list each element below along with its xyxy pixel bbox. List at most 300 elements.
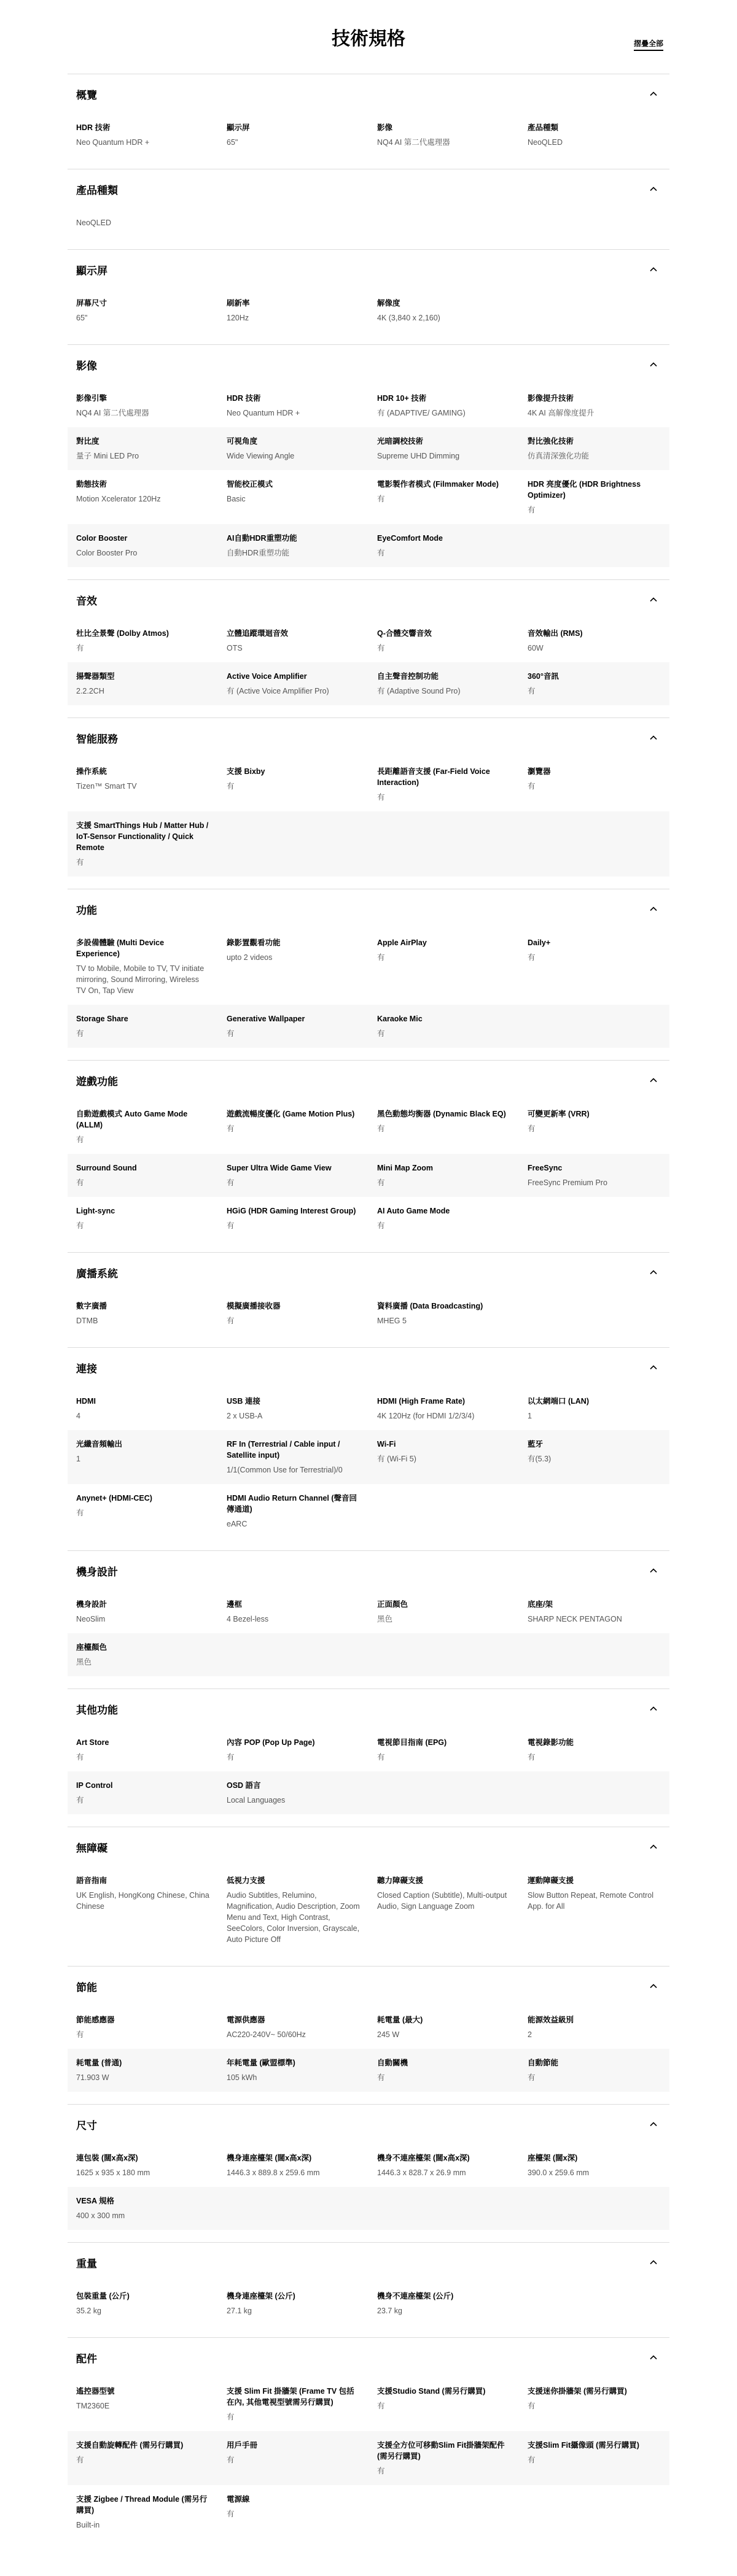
spec-section	[68, 344, 669, 579]
spec-section	[68, 579, 669, 717]
chevron-up-icon[interactable]	[647, 1565, 660, 1577]
spec-row	[68, 1590, 669, 1633]
spec-item	[218, 662, 368, 705]
spec-value: Local Languages	[227, 1796, 286, 1804]
spec-value: 有 (Active Voice Amplifier Pro)	[227, 687, 329, 695]
spec-value: 4	[76, 1412, 80, 1420]
spec-value: 有	[76, 858, 84, 867]
spec-value: Motion Xcelerator 120Hz	[76, 495, 161, 503]
spec-item	[218, 1100, 368, 1154]
chevron-up-icon[interactable]	[647, 1361, 660, 1374]
spec-item	[218, 1430, 368, 1484]
spec-value: 有	[377, 644, 385, 652]
spec-item	[218, 2431, 368, 2485]
spec-label: HDMI Audio Return Channel (聲音回傳通道)	[227, 1494, 357, 1514]
spec-row	[68, 2144, 669, 2187]
spec-value: MHEG 5	[377, 1317, 407, 1325]
spec-label: 座檯顏色	[76, 1643, 107, 1652]
section-body	[68, 1728, 669, 1827]
spec-value: Tizen™ Smart TV	[76, 782, 137, 791]
spec-value: 1	[528, 1412, 532, 1420]
spec-item	[368, 929, 519, 1005]
section-header[interactable]	[68, 74, 669, 114]
section-body	[68, 209, 669, 249]
spec-section	[68, 889, 669, 1060]
spec-label: 支援自動旋轉配件 (需另行購買)	[76, 2441, 184, 2450]
spec-item	[218, 470, 368, 524]
spec-label: 運動障礙支援	[528, 1876, 574, 1885]
chevron-up-icon[interactable]	[647, 2351, 660, 2364]
spec-item	[519, 2144, 669, 2187]
section-title: 其他功能	[76, 1704, 118, 1716]
section-body	[68, 1866, 669, 1966]
spec-label: Active Voice Amplifier	[227, 672, 307, 681]
spec-value: SHARP NECK PENTAGON	[528, 1615, 622, 1623]
spec-value: 黑色	[377, 1615, 393, 1623]
spec-item	[218, 1292, 368, 1335]
spec-section	[68, 2104, 669, 2242]
spec-label: 支援 Slim Fit 掛牆架 (Frame TV 包括在內, 其他電視型號需另行購買)	[227, 2387, 354, 2407]
spec-section	[68, 1060, 669, 1252]
spec-value: Slow Button Repeat, Remote Control App. for All	[528, 1891, 653, 1911]
spec-item	[368, 662, 519, 705]
spec-label: Mini Map Zoom	[377, 1164, 433, 1172]
page-header	[68, 25, 669, 74]
spec-label: AI Auto Game Mode	[377, 1207, 450, 1215]
spec-item	[68, 2282, 218, 2325]
spec-value: 有	[76, 1029, 84, 1038]
spec-value: 35.2 kg	[76, 2307, 102, 2315]
spec-item	[368, 1292, 519, 1335]
spec-value: Audio Subtitles, Relumino, Magnification, Audio Description, Zoom Menu and Text, High Contrast, SeeColors, Color Inversion, Grayscale, Auto Picture Off	[227, 1891, 360, 1944]
spec-value: 有	[227, 782, 235, 791]
spec-item	[368, 757, 519, 811]
spec-value: 4 Bezel-less	[227, 1615, 269, 1623]
spec-section	[68, 249, 669, 344]
spec-item	[519, 470, 669, 524]
spec-label: 電視節目指南 (EPG)	[377, 1738, 447, 1747]
spec-row	[68, 619, 669, 662]
spec-label: 低視力支援	[227, 1876, 265, 1885]
spec-value: 仿真清深強化功能	[528, 452, 590, 460]
spec-label: OSD 語言	[227, 1781, 261, 1790]
spec-value: 105 kWh	[227, 2073, 257, 2082]
spec-item	[68, 1590, 218, 1633]
spec-label: VESA 規格	[76, 2197, 115, 2205]
spec-value: OTS	[227, 644, 243, 652]
spec-item	[519, 662, 669, 705]
spec-item	[68, 1633, 218, 1676]
spec-label: 電視錄影功能	[528, 1738, 574, 1747]
chevron-up-icon[interactable]	[647, 2256, 660, 2269]
spec-item	[368, 384, 519, 427]
spec-value: 1/1(Common Use for Terrestrial)/0	[227, 1466, 343, 1474]
spec-item	[68, 289, 218, 332]
spec-row	[68, 1197, 669, 1240]
spec-value: 有	[377, 1221, 385, 1230]
spec-label: 正面顏色	[377, 1600, 408, 1609]
spec-label: 內容 POP (Pop Up Page)	[227, 1738, 315, 1747]
spec-value: NQ4 AI 第二代處理器	[377, 138, 450, 147]
section-header[interactable]	[68, 1827, 669, 1866]
spec-item	[218, 757, 368, 811]
section-title: 尺寸	[76, 2119, 97, 2132]
page-title: 技術規格	[332, 29, 405, 49]
spec-value: eARC	[227, 1520, 248, 1528]
spec-item	[368, 2144, 519, 2187]
section-header[interactable]	[68, 2243, 669, 2282]
spec-label: 電影製作者模式 (Filmmaker Mode)	[377, 480, 499, 489]
section-header[interactable]	[68, 580, 669, 619]
spec-item	[519, 2006, 669, 2049]
spec-item	[68, 1728, 218, 1771]
spec-section	[68, 2337, 669, 2551]
spec-item	[368, 1005, 519, 1048]
spec-item	[218, 1154, 368, 1197]
spec-item	[218, 2485, 368, 2539]
spec-item	[68, 2485, 218, 2539]
section-body	[68, 384, 669, 579]
spec-item	[218, 619, 368, 662]
spec-label: 影像	[377, 123, 393, 132]
spec-value: 有	[528, 2456, 536, 2464]
spec-label: Daily+	[528, 938, 551, 947]
spec-label: 360°音訊	[528, 672, 559, 681]
spec-value: 有	[528, 2402, 536, 2410]
spec-section	[68, 169, 669, 249]
spec-label: 對比強化技術	[528, 437, 574, 446]
spec-item	[368, 470, 519, 524]
spec-page	[68, 0, 669, 2576]
spec-item	[368, 2377, 519, 2431]
spec-label: 機身連座檯架 (闊x高x深)	[227, 2154, 312, 2162]
chevron-up-icon[interactable]	[647, 358, 660, 371]
chevron-up-icon[interactable]	[647, 1703, 660, 1715]
section-header[interactable]	[68, 345, 669, 384]
spec-value: 有	[227, 1029, 235, 1038]
spec-label: 支援 Bixby	[227, 767, 265, 776]
section-body	[68, 929, 669, 1060]
spec-value: 有	[76, 2456, 84, 2464]
spec-item	[368, 2282, 519, 2325]
spec-item	[68, 2049, 218, 2092]
spec-label: 影像引擎	[76, 394, 107, 403]
spec-label: 用戶手冊	[227, 2441, 258, 2450]
spec-value: 有	[528, 687, 536, 695]
spec-row	[68, 209, 669, 237]
spec-item	[68, 114, 218, 157]
spec-item	[68, 811, 218, 876]
spec-label: Storage Share	[76, 1015, 128, 1023]
spec-value: 有	[377, 1029, 385, 1038]
spec-value: 有 (Adaptive Sound Pro)	[377, 687, 461, 695]
section-title: 節能	[76, 1981, 97, 1994]
spec-row	[68, 1005, 669, 1048]
section-body	[68, 1387, 669, 1550]
spec-label: Light-sync	[76, 1207, 115, 1215]
spec-value: upto 2 videos	[227, 953, 273, 962]
spec-section	[68, 1827, 669, 1966]
spec-label: 光纖音頻輸出	[76, 1440, 123, 1449]
spec-label: 能源效益級別	[528, 2016, 574, 2024]
spec-item	[519, 114, 669, 157]
spec-value: 有	[528, 2073, 536, 2082]
spec-label: 機身不連座檯架 (公斤)	[377, 2292, 454, 2300]
spec-item	[68, 1866, 218, 1954]
spec-value: 有	[227, 2456, 235, 2464]
spec-value: Neo Quantum HDR +	[227, 409, 300, 417]
spec-item	[519, 1728, 669, 1771]
spec-item	[218, 2377, 368, 2431]
section-header[interactable]	[68, 2105, 669, 2144]
spec-value: 有	[377, 2402, 385, 2410]
chevron-up-icon[interactable]	[647, 1980, 660, 1992]
spec-item	[368, 1728, 519, 1771]
section-body	[68, 1100, 669, 1252]
spec-item	[218, 2282, 368, 2325]
section-header[interactable]	[68, 2338, 669, 2377]
spec-label: Super Ultra Wide Game View	[227, 1164, 332, 1172]
section-header[interactable]	[68, 1061, 669, 1100]
spec-value: Supreme UHD Dimming	[377, 452, 460, 460]
spec-label: 節能感應器	[76, 2016, 115, 2024]
spec-row	[68, 427, 669, 470]
section-header[interactable]	[68, 1551, 669, 1590]
section-body	[68, 2144, 669, 2242]
spec-row	[68, 811, 669, 876]
spec-row	[68, 1292, 669, 1335]
spec-item	[218, 384, 368, 427]
spec-value: 400 x 300 mm	[76, 2211, 125, 2220]
spec-item	[68, 1387, 218, 1430]
spec-value: 245 W	[377, 2030, 400, 2039]
spec-item	[68, 662, 218, 705]
spec-label: 座檯架 (闊x深)	[528, 2154, 578, 2162]
section-title: 重量	[76, 2257, 97, 2270]
spec-label: 自動遊戲模式 Auto Game Mode (ALLM)	[76, 1110, 188, 1129]
spec-value: 1625 x 935 x 180 mm	[76, 2168, 150, 2177]
chevron-up-icon[interactable]	[647, 1841, 660, 1853]
collapse-all-link[interactable]: 摺疊全部	[634, 38, 663, 51]
spec-value: 有	[227, 1317, 235, 1325]
spec-row	[68, 929, 669, 1005]
spec-label: Wi-Fi	[377, 1440, 396, 1449]
spec-item	[218, 1771, 368, 1814]
spec-value: 有	[76, 1509, 84, 1517]
spec-label: 音效輸出 (RMS)	[528, 629, 583, 638]
spec-item	[68, 1197, 218, 1240]
spec-item	[519, 2049, 669, 2092]
section-title: 功能	[76, 904, 97, 916]
spec-value: 有	[377, 549, 385, 557]
spec-label: 自動節能	[528, 2059, 559, 2067]
spec-row	[68, 114, 669, 157]
section-title: 遊戲功能	[76, 1075, 118, 1088]
chevron-up-icon[interactable]	[647, 732, 660, 744]
spec-item	[519, 619, 669, 662]
section-body	[68, 619, 669, 717]
spec-value: 有	[528, 782, 536, 791]
spec-value: NQ4 AI 第二代處理器	[76, 409, 149, 417]
spec-label: 長距離語音支援 (Far-Field Voice Interaction)	[377, 767, 490, 787]
spec-section	[68, 1252, 669, 1347]
spec-item	[218, 1197, 368, 1240]
spec-row	[68, 1387, 669, 1430]
spec-item	[368, 1866, 519, 1954]
spec-value: 有 (ADAPTIVE/ GAMING)	[377, 409, 466, 417]
spec-label: 藍牙	[528, 1440, 544, 1449]
spec-label: 瀏覽器	[528, 767, 551, 776]
spec-item	[519, 2431, 669, 2485]
spec-item	[68, 2377, 218, 2431]
spec-value: 1446.3 x 889.8 x 259.6 mm	[227, 2168, 320, 2177]
spec-value: 120Hz	[227, 314, 249, 322]
spec-value: Neo Quantum HDR +	[76, 138, 150, 147]
spec-item	[368, 1590, 519, 1633]
spec-row	[68, 1728, 669, 1771]
spec-value: 4K (3,840 x 2,160)	[377, 314, 440, 322]
spec-row	[68, 662, 669, 705]
spec-value: 有	[377, 1178, 385, 1187]
chevron-up-icon[interactable]	[647, 183, 660, 195]
chevron-up-icon[interactable]	[647, 2118, 660, 2130]
spec-item	[218, 289, 368, 332]
chevron-up-icon[interactable]	[647, 1074, 660, 1086]
spec-label: 支援 SmartThings Hub / Matter Hub / IoT-Sensor Functionality / Quick Remote	[76, 821, 209, 852]
spec-row	[68, 2431, 669, 2485]
section-title: 無障礙	[76, 1842, 107, 1854]
chevron-up-icon[interactable]	[647, 88, 660, 100]
spec-item	[519, 1154, 669, 1197]
spec-label: 遙控器型號	[76, 2387, 115, 2396]
spec-label: 耗電量 (普通)	[76, 2059, 122, 2067]
spec-label: RF In (Terrestrial / Cable input / Satellite input)	[227, 1440, 340, 1460]
spec-label: Apple AirPlay	[377, 938, 427, 947]
spec-item	[68, 427, 218, 470]
spec-row	[68, 2377, 669, 2431]
spec-item	[368, 1430, 519, 1484]
spec-label: EyeComfort Mode	[377, 534, 443, 543]
spec-label: Generative Wallpaper	[227, 1015, 305, 1023]
spec-value: 有	[377, 495, 385, 503]
spec-label: HGiG (HDR Gaming Interest Group)	[227, 1207, 356, 1215]
spec-label: 機身連座檯架 (公斤)	[227, 2292, 295, 2300]
spec-value: Basic	[227, 495, 246, 503]
spec-value: 有	[76, 644, 84, 652]
spec-label: USB 連接	[227, 1397, 260, 1406]
spec-label: Q-合體交響音效	[377, 629, 432, 638]
spec-label: 年耗電量 (歐盟標準)	[227, 2059, 295, 2067]
spec-item	[368, 2431, 519, 2485]
spec-item	[218, 2049, 368, 2092]
section-header[interactable]	[68, 1348, 669, 1387]
chevron-up-icon[interactable]	[647, 263, 660, 276]
spec-label: Surround Sound	[76, 1164, 137, 1172]
spec-item	[68, 1154, 218, 1197]
section-title: 機身設計	[76, 1566, 118, 1578]
spec-item	[68, 1005, 218, 1048]
spec-item	[68, 1292, 218, 1335]
spec-row	[68, 524, 669, 567]
spec-item	[218, 2006, 368, 2049]
spec-row	[68, 2485, 669, 2539]
spec-value: 有	[227, 1124, 235, 1133]
chevron-up-icon[interactable]	[647, 1266, 660, 1278]
section-header[interactable]	[68, 1689, 669, 1728]
spec-label: 可視角度	[227, 437, 258, 446]
spec-value: Color Booster Pro	[76, 549, 138, 557]
spec-label: Anynet+ (HDMI-CEC)	[76, 1494, 152, 1503]
spec-value: UK English, HongKong Chinese, China Chinese	[76, 1891, 209, 1911]
section-header[interactable]	[68, 889, 669, 929]
spec-value: 有	[377, 953, 385, 962]
spec-value: 量子 Mini LED Pro	[76, 452, 139, 460]
spec-value: TV to Mobile, Mobile to TV, TV initiate mirroring, Sound Mirroring, Wireless TV On, Tap View	[76, 964, 205, 995]
spec-label: 支援 Zigbee / Thread Module (需另行購買)	[76, 2495, 208, 2515]
spec-row	[68, 1633, 669, 1676]
spec-item	[68, 2144, 218, 2187]
spec-value: 有	[377, 1124, 385, 1133]
spec-label: 邊框	[227, 1600, 243, 1609]
spec-row	[68, 1484, 669, 1538]
spec-value: 1446.3 x 828.7 x 26.9 mm	[377, 2168, 466, 2177]
section-header[interactable]	[68, 718, 669, 757]
spec-value: 有	[76, 1221, 84, 1230]
chevron-up-icon[interactable]	[647, 903, 660, 915]
section-header[interactable]	[68, 1967, 669, 2006]
spec-value: NeoSlim	[76, 1615, 106, 1623]
spec-section	[68, 1347, 669, 1550]
spec-item	[368, 2006, 519, 2049]
spec-item	[218, 1005, 368, 1048]
spec-row	[68, 757, 669, 811]
spec-item	[519, 757, 669, 811]
spec-item	[519, 1100, 669, 1154]
spec-label: AI自動HDR重塑功能	[227, 534, 297, 543]
spec-value: 有	[377, 2073, 385, 2082]
spec-item	[218, 1484, 368, 1538]
spec-value: 有	[528, 1753, 536, 1762]
spec-label: 支援迷你掛牆架 (需另行購買)	[528, 2387, 627, 2396]
spec-label: 立體追蹤環迴音效	[227, 629, 289, 638]
section-title: 連接	[76, 1363, 97, 1375]
spec-label: Color Booster	[76, 534, 128, 543]
spec-value: 有	[227, 2413, 235, 2421]
section-header[interactable]	[68, 250, 669, 289]
spec-value: 2.2.2CH	[76, 687, 104, 695]
spec-label: 黑色動態均衡器 (Dynamic Black EQ)	[377, 1110, 506, 1118]
spec-value: Wide Viewing Angle	[227, 452, 295, 460]
chevron-up-icon[interactable]	[647, 594, 660, 606]
spec-value: 有	[76, 1135, 84, 1144]
spec-value: 有	[76, 1753, 84, 1762]
section-header[interactable]	[68, 169, 669, 209]
spec-item	[368, 1197, 519, 1240]
spec-item	[519, 1387, 669, 1430]
spec-value: 71.903 W	[76, 2073, 109, 2082]
spec-value: 4K 120Hz (for HDMI 1/2/3/4)	[377, 1412, 475, 1420]
spec-value: 2 x USB-A	[227, 1412, 263, 1420]
spec-value: 有	[227, 1221, 235, 1230]
spec-section	[68, 2242, 669, 2337]
spec-label: 以太網端口 (LAN)	[528, 1397, 589, 1406]
spec-value: 有	[76, 2030, 84, 2039]
spec-value: 有	[76, 1178, 84, 1187]
section-header[interactable]	[68, 1253, 669, 1292]
spec-row	[68, 289, 669, 332]
spec-item	[68, 2187, 218, 2230]
spec-value: AC220-240V~ 50/60Hz	[227, 2030, 306, 2039]
